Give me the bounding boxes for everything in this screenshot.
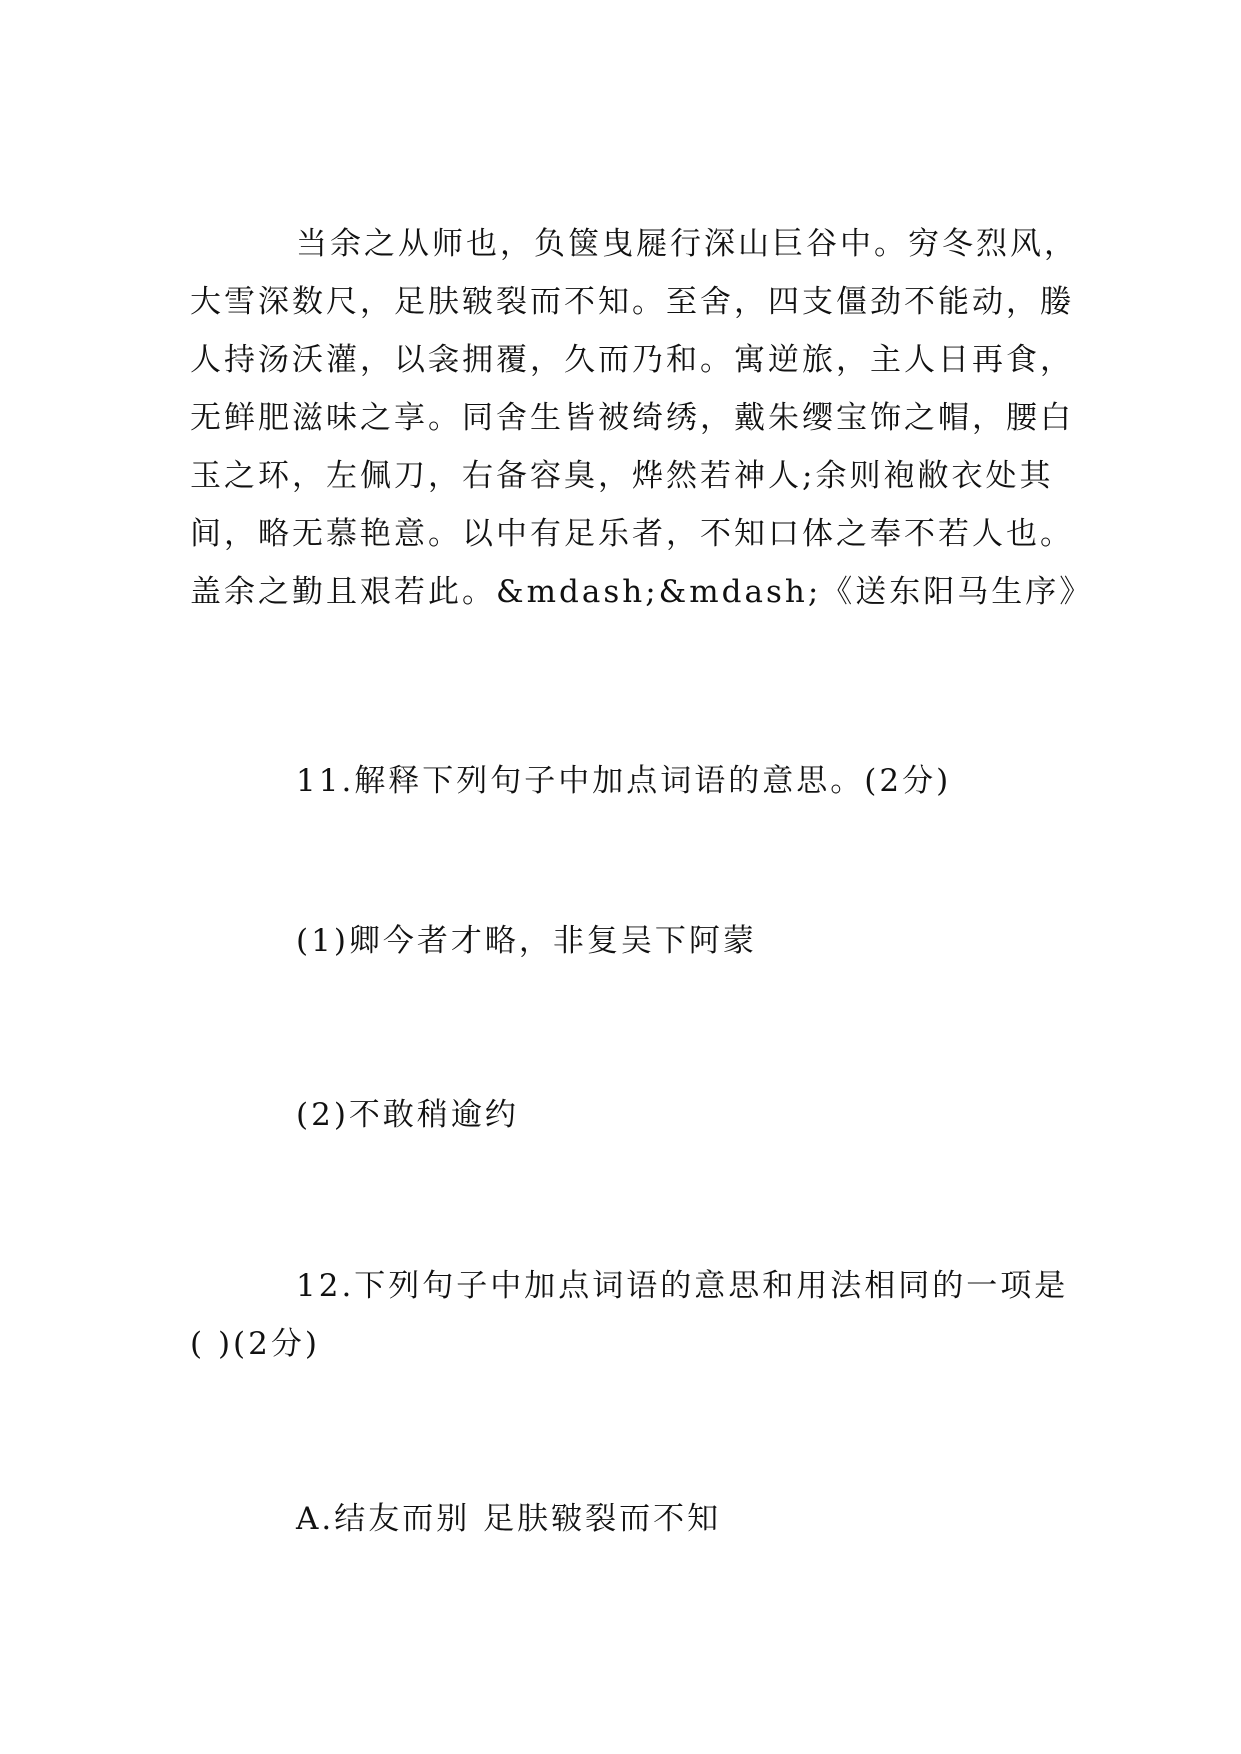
passage-line: 人持汤沃灌，以衾拥覆，久而乃和。寓逆旅，主人日再食， bbox=[190, 342, 1074, 378]
passage-line: 间，略无慕艳意。以中有足乐者，不知口体之奉不若人也。 bbox=[190, 516, 1074, 552]
question-12-prompt bbox=[190, 1257, 1069, 1373]
passage-line: 大雪深数尺，足肤皲裂而不知。至舍，四支僵劲不能动，媵 bbox=[190, 284, 1074, 320]
question-11-item-1: (1)卿今者才略，非复吴下阿蒙 bbox=[296, 923, 757, 959]
question-12-option-a: A.结友而别 足肤皲裂而不知 bbox=[296, 1501, 722, 1537]
passage-paragraph bbox=[190, 215, 1094, 621]
question-11-item-2: (2)不敢稍逾约 bbox=[296, 1097, 519, 1133]
passage-line: 玉之环，左佩刀，右备容臭，烨然若神人;余则袍敝衣处其 bbox=[190, 458, 1054, 494]
passage-line: 盖余之勤且艰若此。&mdash;&mdash;《送东阳马生序》 bbox=[190, 574, 1094, 610]
passage-line: 无鲜肥滋味之享。同舍生皆被绮绣，戴朱缨宝饰之帽，腰白 bbox=[190, 400, 1074, 436]
question-12-prompt-line: 12.下列句子中加点词语的意思和用法相同的一项是 bbox=[296, 1268, 1069, 1304]
passage-line: 当余之从师也，负箧曳屣行深山巨谷中。穷冬烈风， bbox=[296, 226, 1078, 262]
question-11-prompt: 11.解释下列句子中加点词语的意思。(2分) bbox=[296, 763, 952, 799]
question-12-prompt-line: ( )(2分) bbox=[190, 1326, 320, 1362]
